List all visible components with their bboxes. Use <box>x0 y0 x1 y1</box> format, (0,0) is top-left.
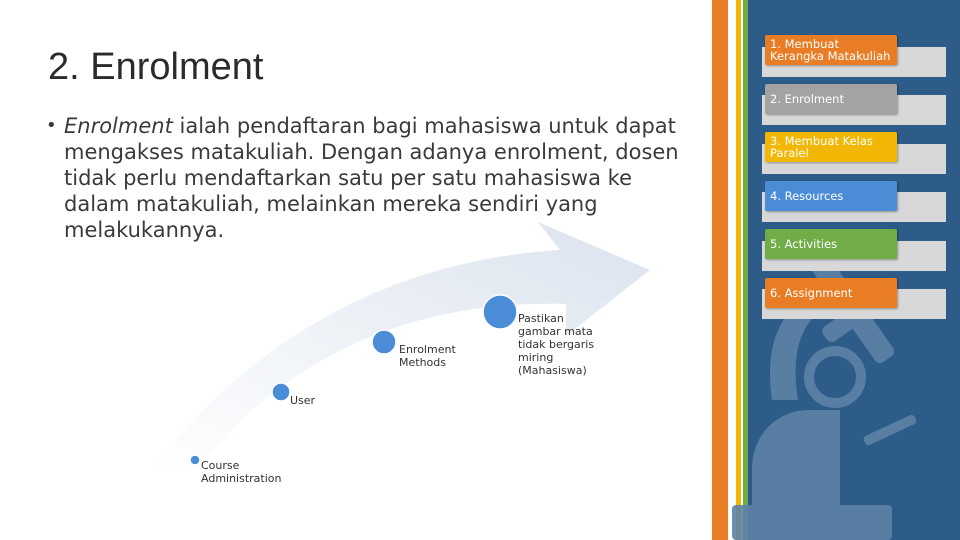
node-circle-4 <box>483 295 517 329</box>
node-label-enrolment-methods: Enrolment Methods <box>399 343 456 369</box>
step-6-assignment[interactable]: 6. Assignment <box>765 278 897 308</box>
node-circle-2 <box>272 383 290 401</box>
node-label-user: User <box>290 394 316 407</box>
step-5-activities[interactable]: 5. Activities <box>765 229 897 259</box>
step-1-membuat-kerangka[interactable]: 1. Membuat Kerangka Matakuliah <box>765 35 897 65</box>
bullet-dot: • <box>46 115 57 136</box>
node-label-course-administration: Course Administration <box>201 459 282 485</box>
step-4-resources[interactable]: 4. Resources <box>765 181 897 211</box>
bullet-body: ialah pendaftaran bagi mahasiswa untuk dapat mengakses matakuliah. Dengan adanya enrolment, dosen tidak perlu mendaftarkan satu per satu mahasiswa ke dalam matakuliah, melainkan mereka sendiri yang melakukannya. <box>64 114 679 242</box>
step-2-enrolment[interactable]: 2. Enrolment <box>765 84 897 114</box>
step-3-kelas-paralel[interactable]: 3. Membuat Kelas Paralel <box>765 132 897 162</box>
node-circle-3 <box>372 330 396 354</box>
node-label-pastikan: Pastikan gambar mata tidak bergaris miring (Mahasiswa) <box>518 312 595 377</box>
bullet-italic-term: Enrolment <box>64 114 173 138</box>
node-circle-1 <box>190 455 200 465</box>
slide-title: 2. Enrolment <box>48 46 264 88</box>
